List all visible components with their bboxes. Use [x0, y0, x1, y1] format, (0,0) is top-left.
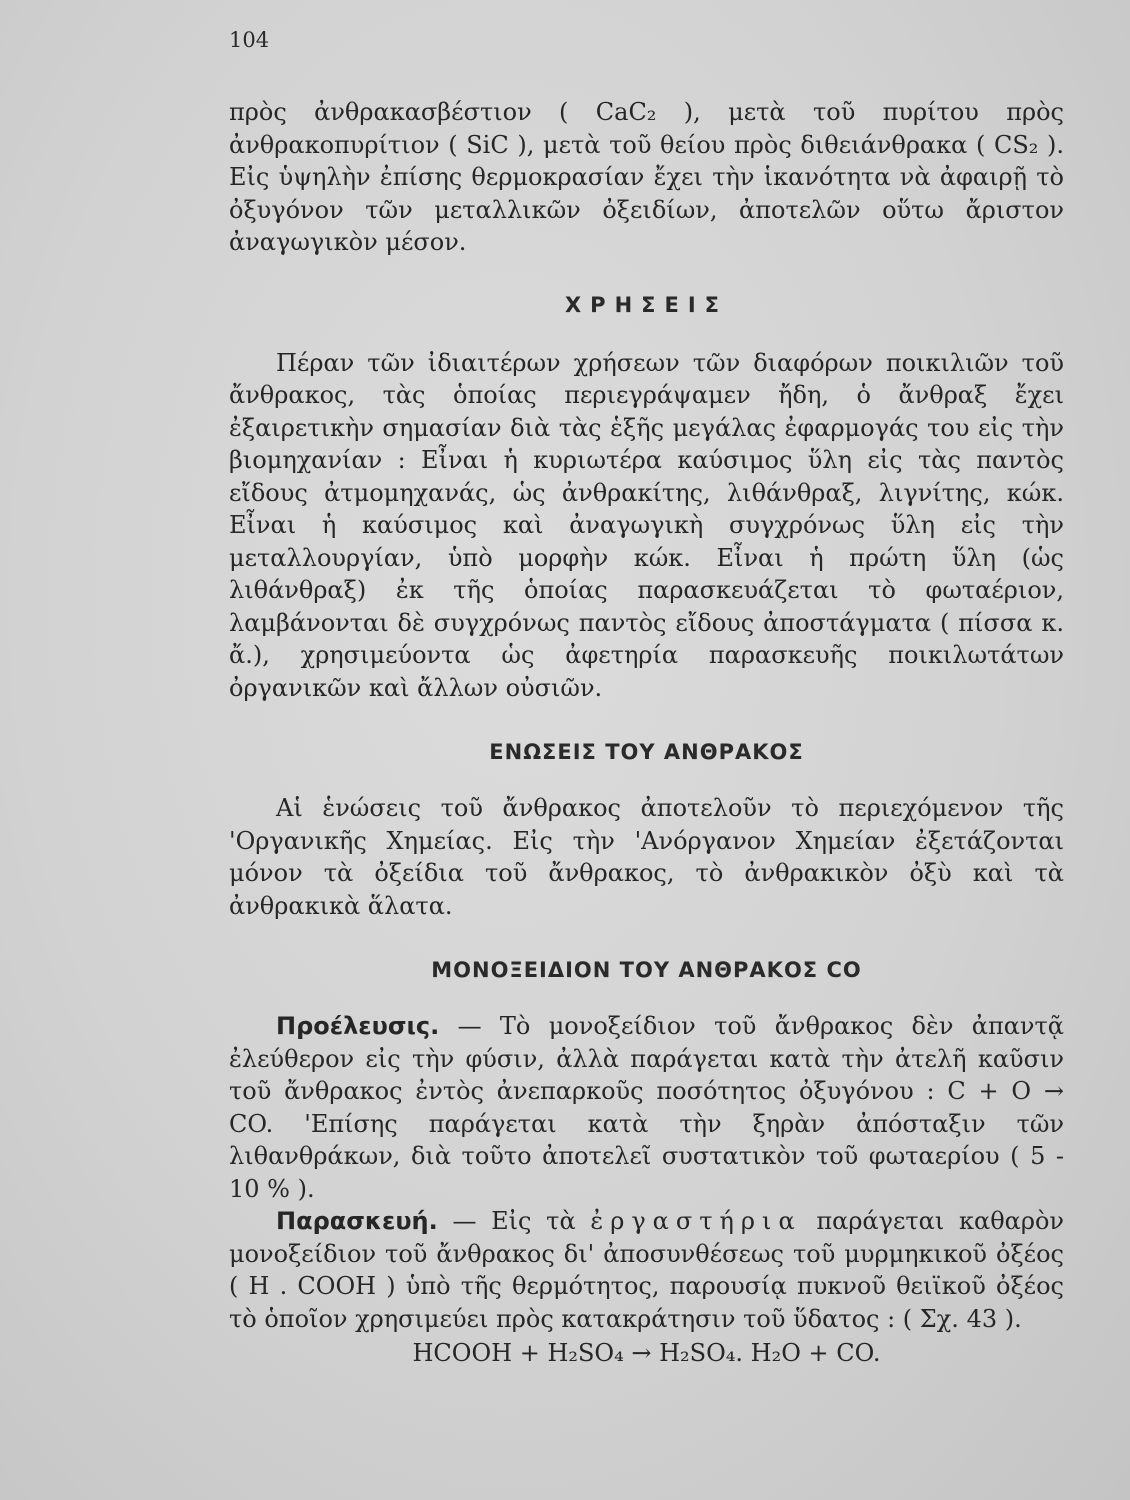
preparation-spaced-word: ἐργαστήρια [590, 1207, 802, 1235]
compounds-heading: ΕΝΩΣΕΙΣ ΤΟΥ ΑΝΘΡΑΚΟΣ [489, 740, 804, 764]
preparation-text-after: παράγεται καθαρὸν μονοξείδιον τοῦ ἄνθρακος δι' ἀποσυνθέσεως τοῦ μυρμηκικοῦ ὀξέος ( H . COOH ) ὑπὸ τῆς θερμότητος, παρουσίᾳ πυκνοῦ θειϊκοῦ ὀξέος τὸ ὁποῖον χρησιμεύει πρὸς κατακράτησιν τοῦ ὕδατος : ( Σχ. 43 ). [229, 1207, 1064, 1333]
origin-paragraph [229, 1010, 1064, 1205]
origin-text: — Τὸ μονοξείδιον τοῦ ἄνθρακος δὲν ἀπαντᾷ ἐλεύθερον εἰς τὴν φύσιν, ἀλλὰ παράγεται κατὰ τὴν ἀτελῆ καῦσιν τοῦ ἄνθρακος ἐντὸς ἀνεπαρκοῦς ποσότητος ὀξυγόνου : C + O → CO. 'Επίσης παράγεται κατὰ τὴν ξηρὰν ἀπόσταξιν τῶν λιθανθράκων, διὰ τοῦτο ἀποτελεῖ συστατικὸν τοῦ φωταερίου ( 5 - 10 % ). [229, 1012, 1064, 1203]
uses-paragraph: Πέραν τῶν ἰδιαιτέρων χρήσεων τῶν διαφόρων ποικιλιῶν τοῦ ἄνθρακος, τὰς ὁποίας περιεγράψαμεν ἤδη, ὁ ἄνθραξ ἔχει ἐξαιρετικὴν σημασίαν διὰ τὰς ἑξῆς μεγάλας ἐφαρμογάς του εἰς τὴν βιομηχανίαν : Εἶναι ἡ κυριωτέρα καύσιμος ὕλη εἰς τὰς παντὸς εἴδους ἀτμομηχανάς, ὡς ἀνθρακίτης, λιθάνθραξ, λιγνίτης, κώκ. Εἶναι ἡ καύσιμος καὶ ἀναγωγικὴ συγχρόνως ὕλη εἰς τὴν μεταλλουργίαν, ὑπὸ μορφὴν κώκ. Εἶναι ἡ πρώτη ὕλη (ὡς λιθάνθραξ) ἐκ τῆς ὁποίας παρασκευάζεται τὸ φωταέριον, λαμβάνονται δὲ συγχρόνως παντὸς εἴδους ἀποστάγματα ( πίσσα κ. ἄ.), χρησιμεύοντα ὡς ἀφετηρία παρασκευῆς ποικιλωτάτων ὀργανικῶν καὶ ἄλλων οὐσιῶν. [229, 348, 1064, 702]
uses-heading: ΧΡΗΣΕΙΣ [564, 292, 728, 317]
chemical-equation: HCOOH + H₂SO₄ → H₂SO₄. H₂O + CO. [412, 1339, 881, 1367]
page-body [229, 96, 1064, 1369]
carbon-monoxide-heading: ΜΟΝΟΞΕΙΔΙΟΝ ΤΟΥ ΑΝΘΡΑΚΟΣ CO [431, 958, 862, 982]
preparation-text-before: — Εἰς τὰ [437, 1207, 591, 1235]
intro-paragraph: πρὸς ἀνθρακασβέστιον ( CaC₂ ), μετὰ τοῦ πυρίτου πρὸς ἀνθρακοπυρίτιον ( SiC ), μετὰ τοῦ θείου πρὸς διθειάνθρακα ( CS₂ ). Εἰς ὑψηλὴν ἐπίσης θερμοκρασίαν ἔχει τὴν ἱκανότητα νὰ ἀφαιρῇ τὸ ὀξυγόνον τῶν μεταλλικῶν ὀξειδίων, ἀποτελῶν οὕτω ἄριστον ἀναγωγικὸν μέσον. [229, 98, 1064, 256]
preparation-paragraph [229, 1205, 1064, 1335]
compounds-paragraph: Αἱ ἑνώσεις τοῦ ἄνθρακος ἀποτελοῦν τὸ περιεχόμενον τῆς 'Οργανικῆς Χημείας. Εἰς τὴν 'Ανόργανον Χημείαν ἐξετάζονται μόνον τὰ ὀξείδια τοῦ ἄνθρακος, τὸ ἀνθρακικὸν ὀξὺ καὶ τὰ ἀνθρακικὰ ἅλατα. [229, 794, 1064, 920]
preparation-term: Παρασκευή. [276, 1207, 438, 1235]
origin-term: Προέλευσις. [276, 1012, 440, 1040]
page-number: 104 [229, 28, 270, 52]
